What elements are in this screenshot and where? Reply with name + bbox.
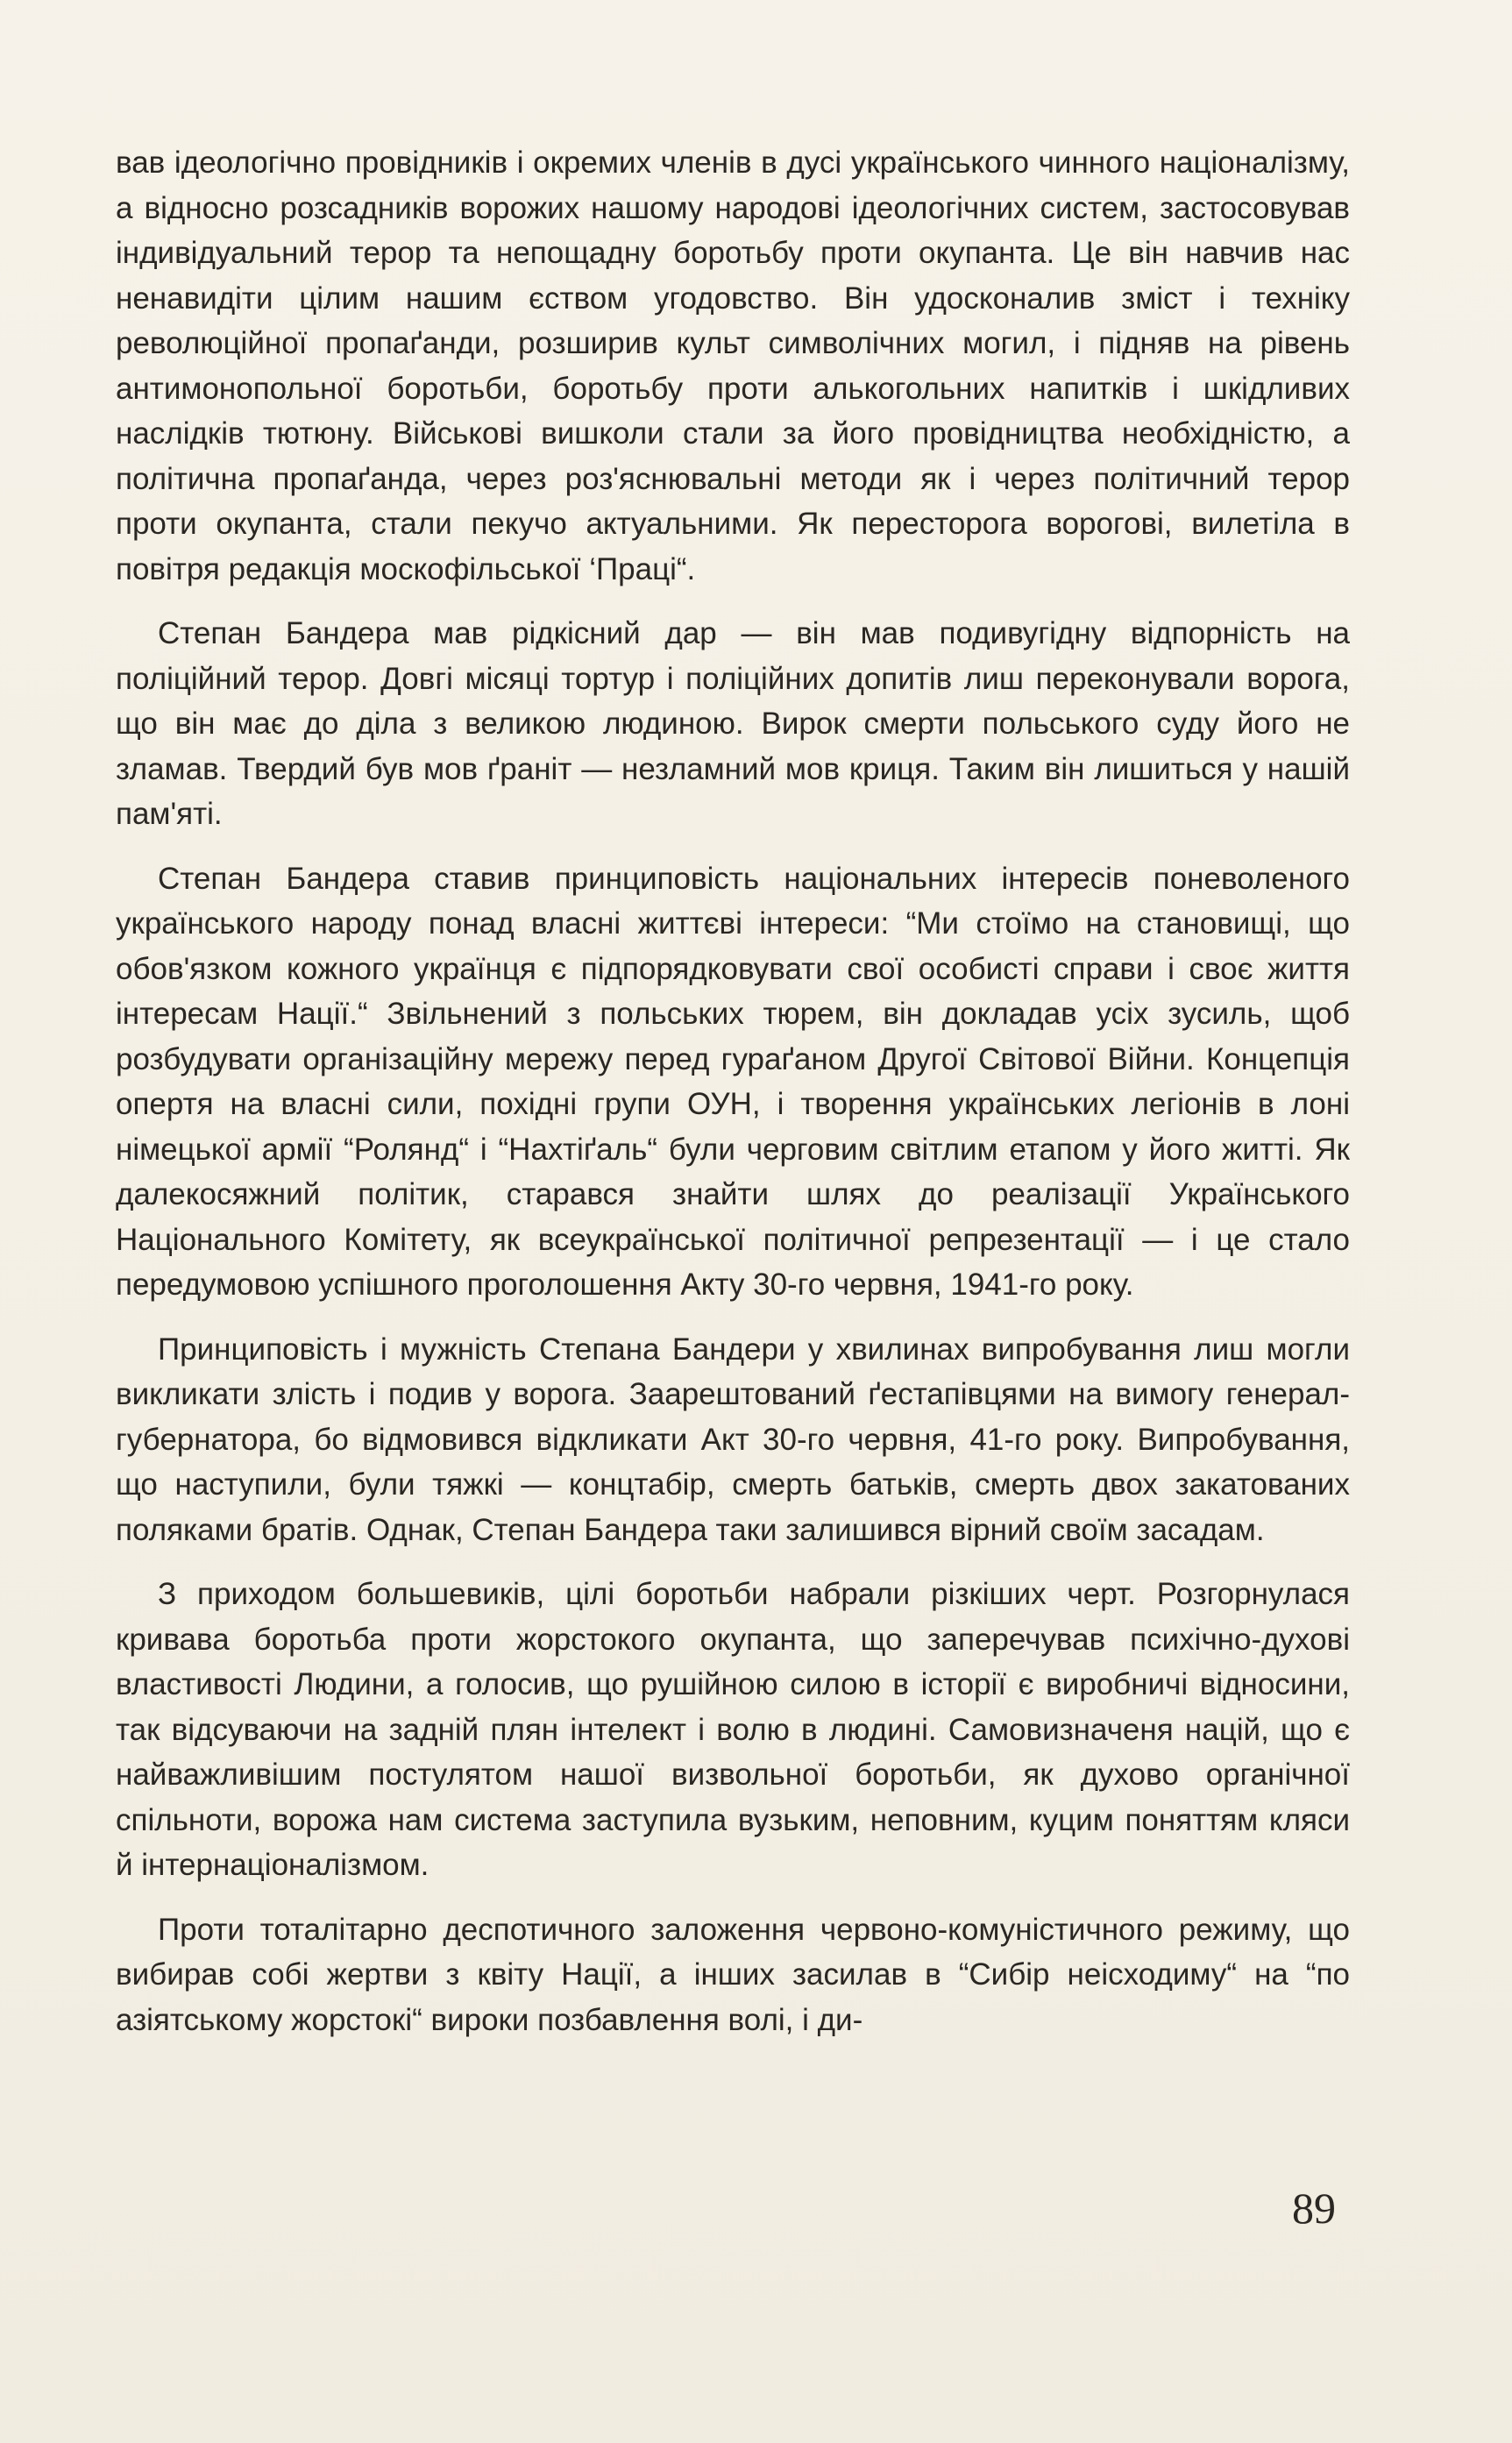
page-number: 89 [1292,2184,1336,2233]
paragraph-6: Проти тоталітарно деспотичного заложення червоно-комуністичного режиму, що вибирав собі жертви з квіту Нації, а інших засилав в “Сибір неісходиму“ на “по азіятському жорстокі“ вироки позбавлення волі, і ди- [116,1912,1350,2037]
paragraph-2: Степан Бандера мав рідкісний дар — він мав подивугідну відпорність на поліційний терор. Довгі місяці тортур і поліційних допитів лиш переконували ворога, що він має до діла з великою людиною. Вирок смерти польського суду його не зламав. Твердий був мов ґраніт — незламний мов криця. Таким він лишиться у нашій пам'яті. [116,616,1350,831]
paragraph-1: вав ідеологічно провідників і окремих членів в дусі українського чинного націоналізму, а відносно розсадників ворожих нашому народові ідеологічних систем, застосовував індивідуальний терор та непощадну боротьбу проти окупанта. Це він навчив нас ненавидіти цілим нашим єством угодовство. Він удосконалив зміст і техніку революційної пропаґанди, розширив культ символічних могил, і підняв на рівень антимонопольної боротьби, боротьбу проти алькогольних напитків і шкідливих наслідків тютюну. Військові вишколи стали за його провідництва необхідністю, а політична пропаґанда, через роз'яснювальні методи як і через політичний терор проти окупанта, стали пекучо актуальними. Як пересторога ворогові, вилетіла в повітря редакція москофільської ‘Праці“. [116,146,1350,586]
paragraph-5: З приходом большевиків, цілі боротьби набрали різкіших черт. Розгорнулася кривава боротьба проти жорстокого окупанта, що заперечував психічно-духові властивості Людини, а голосив, що рушійною силою в історії є виробничі відносини, так відсуваючи на задній плян інтелект і волю в людині. Самовизначеня націй, що є найважливішим постулятом нашої визвольної боротьби, як духово органічної спільноти, ворожа нам система заступила вузьким, неповним, куцим поняттям кляси й інтернаціоналізмом. [116,1577,1350,1882]
paragraph-3: Степан Бандера ставив принциповість національних інтересів поневоленого українського народу понад власні життєві інтереси: “Ми стоїмо на становищі, що обов'язком кожного українця є підпорядковувати свої особисті справи і своє життя інтересам Нації.“ Звільнений з польських тюрем, він докладав усіх зусиль, щоб розбудувати організаційну мережу перед гураґаном Другої Світової Війни. Концепція опертя на власні сили, похідні групи ОУН, і творення українських легіонів в лоні німецької армії “Ролянд“ і “Нахтіґаль“ були черговим світлим етапом у його житті. Як далекосяжний політик, старався знайти шлях до реалізації Українського Національного Комітету, як всеукраїнської політичної репрезентації — і це стало передумовою успішного проголошення Акту 30-го червня, 1941-го року. [116,861,1350,1302]
paragraph-4: Принциповість і мужність Степана Бандери у хвилинах випробування лиш могли викликати злість і подив у ворога. Заарештований ґестапівцями на вимогу генерал-губернатора, бо відмовився відкликати Акт 30-го червня, 41-го року. Випробування, що наступили, були тяжкі — концтабір, смерть батьків, смерть двох закатованих поляками братів. Однак, Степан Бандера таки залишився вірний своїм засадам. [116,1332,1350,1547]
body-text [116,140,1350,2062]
